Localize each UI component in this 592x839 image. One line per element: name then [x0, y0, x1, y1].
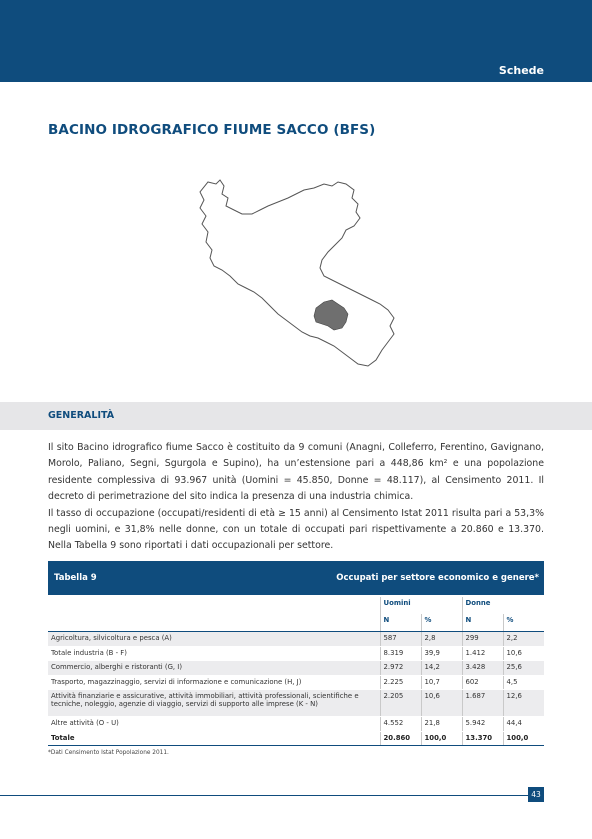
page-title: BACINO IDROGRAFICO FIUME SACCO (BFS): [48, 122, 376, 138]
table-header-bar: [48, 561, 544, 595]
table-footnote: *Dati Censimento Istat Popolazione 2011.: [48, 750, 169, 756]
cell: 10,6: [503, 646, 544, 661]
table-label: Tabella 9: [54, 573, 97, 583]
row-label: Totale: [48, 731, 380, 746]
section-heading: GENERALITÀ: [48, 410, 115, 421]
table-row: [48, 661, 544, 676]
cell: 5.942: [462, 717, 503, 732]
region-outline: [200, 180, 394, 366]
cell: 3.428: [462, 661, 503, 676]
header-bar: [0, 0, 592, 82]
cell: 8.319: [380, 646, 421, 661]
sacco-basin-shape: [314, 300, 348, 330]
cell: 12,6: [503, 690, 544, 717]
cell: 2,8: [421, 632, 462, 647]
footer-rule: [0, 795, 528, 796]
group-uomini: Uomini: [380, 597, 462, 614]
table-group-header: [48, 597, 544, 614]
table-row: [48, 717, 544, 732]
cell: 299: [462, 632, 503, 647]
row-label: Agricoltura, silvicoltura e pesca (A): [48, 632, 380, 647]
cell: 10,7: [421, 675, 462, 690]
cell: 2.225: [380, 675, 421, 690]
cell: 21,8: [421, 717, 462, 732]
table-caption: Occupati per settore economico e genere*: [336, 573, 539, 583]
cell: 1.687: [462, 690, 503, 717]
cell: 2.205: [380, 690, 421, 717]
table-row: [48, 632, 544, 647]
body-text: [48, 440, 544, 555]
cell: 602: [462, 675, 503, 690]
cell: 4,5: [503, 675, 544, 690]
cell: 100,0: [503, 731, 544, 746]
paragraph: Il tasso di occupazione (occupati/residenti di età ≥ 15 anni) al Censimento Istat 2011 risulta pari a 53,3% negli uomini, e 31,8% nelle donne, con un totale di occupati pari rispettivamente a 20.860 e 13.370. Nella Tabella 9 sono riportati i dati occupazionali per settore.: [48, 507, 544, 552]
cell: 25,6: [503, 661, 544, 676]
employment-table: [48, 597, 544, 746]
row-label: Commercio, alberghi e ristoranti (G, I): [48, 661, 380, 676]
table-row: [48, 690, 544, 717]
page-number: 43: [528, 787, 544, 802]
cell: 10,6: [421, 690, 462, 717]
subheader: %: [503, 614, 544, 632]
cell: 13.370: [462, 731, 503, 746]
row-label: Attività finanziarie e assicurative, attività immobiliari, attività professionali, scientifiche e tecniche, noleggio, agenzie di viaggio, servizi di supporto alle imprese (K - N): [48, 690, 380, 717]
cell: 4.552: [380, 717, 421, 732]
cell: 100,0: [421, 731, 462, 746]
table-total-row: [48, 731, 544, 746]
cell: 587: [380, 632, 421, 647]
subheader: N: [462, 614, 503, 632]
section-bar-generalita: [0, 402, 592, 430]
paragraph: Il sito Bacino idrografico fiume Sacco è costituito da 9 comuni (Anagni, Colleferro, Ferentino, Gavignano, Morolo, Paliano, Segni, Sgurgola e Supino), ha un’estensione pari a 448,86 km² e una popolazione residente complessiva di 93.967 unità (Uomini = 45.850, Donne = 48.117), al Censimento 2011. Il decreto di perimetrazione del sito indica la presenza di una industria chimica.: [48, 442, 544, 503]
section-label: Schede: [498, 64, 544, 77]
cell: 2.972: [380, 661, 421, 676]
table-row: [48, 675, 544, 690]
row-label: Trasporto, magazzinaggio, servizi di informazione e comunicazione (H, J): [48, 675, 380, 690]
cell: 39,9: [421, 646, 462, 661]
table-subheader: [48, 614, 544, 632]
subheader: N: [380, 614, 421, 632]
cell: 44,4: [503, 717, 544, 732]
cell: 14,2: [421, 661, 462, 676]
subheader: %: [421, 614, 462, 632]
row-label: Totale industria (B - F): [48, 646, 380, 661]
cell: 20.860: [380, 731, 421, 746]
row-label: Altre attività (O - U): [48, 717, 380, 732]
cell: 1.412: [462, 646, 503, 661]
table-row: [48, 646, 544, 661]
cell: 2,2: [503, 632, 544, 647]
lazio-region-map: [196, 176, 396, 376]
group-donne: Donne: [462, 597, 544, 614]
